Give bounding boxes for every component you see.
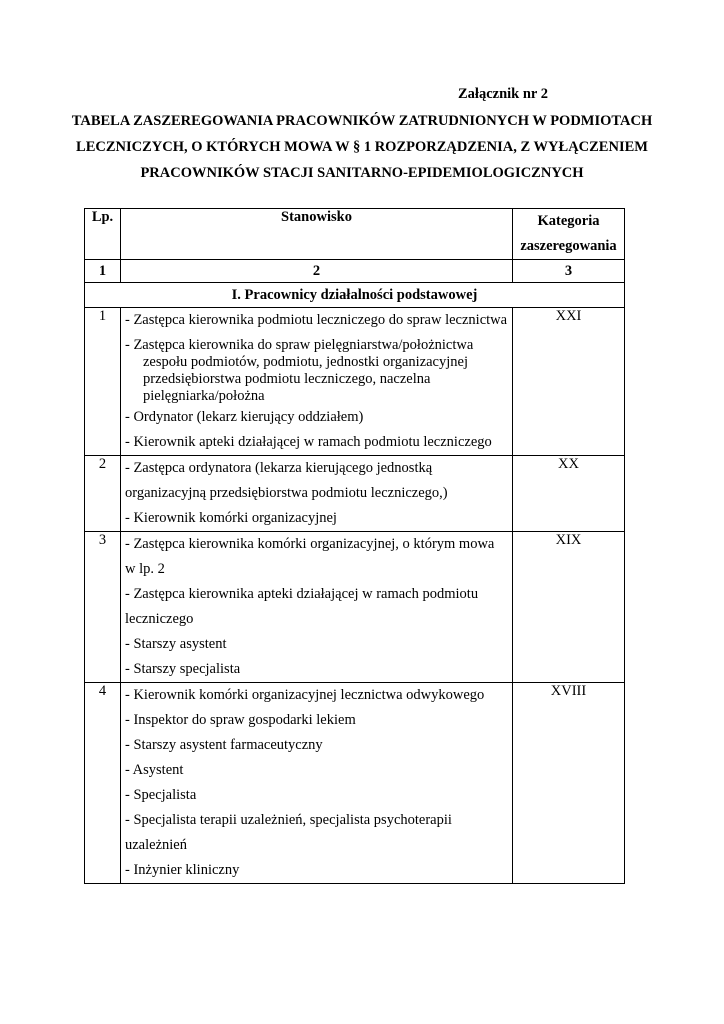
row-positions	[121, 308, 513, 456]
section-row	[85, 283, 625, 308]
header-lp: Lp.	[85, 209, 121, 260]
position-item: - Kierownik komórki organizacyjnej lecznictwa odwykowego	[125, 687, 485, 703]
document-title: TABELA ZASZEREGOWANIA PRACOWNIKÓW ZATRUDNIONYCH W PODMIOTACH LECZNICZYCH, O KTÓRYCH MOWA W § 1 ROZPORZĄDZENIA, Z WYŁĄCZENIEM PRACOWNIKÓW STACJI SANITARNO-EPIDEMIOLOGICZNYCH	[71, 113, 653, 181]
position-item: - Zastępca kierownika komórki organizacyjnej, o którym mowa w lp. 2	[125, 536, 495, 577]
row-lp: 1	[85, 308, 121, 456]
position-item: - Starszy specjalista	[125, 661, 241, 677]
position-item: - Specjalista	[125, 787, 197, 803]
position-item: - Zastępca kierownika apteki działającej w ramach podmiotu leczniczego	[125, 586, 479, 627]
row-lp: 2	[85, 456, 121, 532]
position-item: - Starszy asystent farmaceutyczny	[125, 737, 323, 753]
column-number: 2	[121, 260, 513, 283]
row-category: XVIII	[513, 683, 625, 884]
column-number-row	[85, 260, 625, 283]
row-category: XIX	[513, 532, 625, 683]
position-item: - Ordynator (lekarz kierujący oddziałem)	[125, 409, 364, 425]
table-header-row	[85, 209, 625, 260]
table-row	[85, 683, 625, 884]
position-item: - Asystent	[125, 762, 184, 778]
position-item: - Inżynier kliniczny	[125, 862, 240, 878]
table-row	[85, 532, 625, 683]
row-positions	[121, 532, 513, 683]
row-category: XX	[513, 456, 625, 532]
column-number: 3	[513, 260, 625, 283]
annex-label: Załącznik nr 2	[458, 86, 548, 102]
position-item: - Starszy asystent	[125, 636, 227, 652]
table-row	[85, 456, 625, 532]
row-positions	[121, 683, 513, 884]
position-item: - Inspektor do spraw gospodarki lekiem	[125, 712, 356, 728]
classification-table	[84, 208, 625, 884]
position-item: - Zastępca ordynatora (lekarza kierującego jednostką organizacyjną przedsiębiorstwa podmiotu leczniczego,)	[125, 460, 448, 501]
position-item: - Kierownik apteki działającej w ramach podmiotu leczniczego	[125, 434, 492, 450]
position-item: - Kierownik komórki organizacyjnej	[125, 510, 337, 526]
header-category: Kategoria zaszeregowania	[513, 209, 625, 260]
table-row	[85, 308, 625, 456]
column-number: 1	[85, 260, 121, 283]
row-positions	[121, 456, 513, 532]
position-item: - Specjalista terapii uzależnień, specjalista psychoterapii uzależnień	[125, 812, 452, 853]
row-category: XXI	[513, 308, 625, 456]
section-title: I. Pracownicy działalności podstawowej	[85, 283, 625, 308]
position-item: - Zastępca kierownika do spraw pielęgniarstwa/położnictwa zespołu podmiotów, podmiotu, jednostki organizacyjnej przedsiębiorstwa podmiotu leczniczego, naczelna pielęgniarka/położna	[125, 337, 474, 404]
header-position: Stanowisko	[121, 209, 513, 260]
row-lp: 4	[85, 683, 121, 884]
position-item: - Zastępca kierownika podmiotu leczniczego do spraw lecznictwa	[125, 312, 508, 328]
row-lp: 3	[85, 532, 121, 683]
